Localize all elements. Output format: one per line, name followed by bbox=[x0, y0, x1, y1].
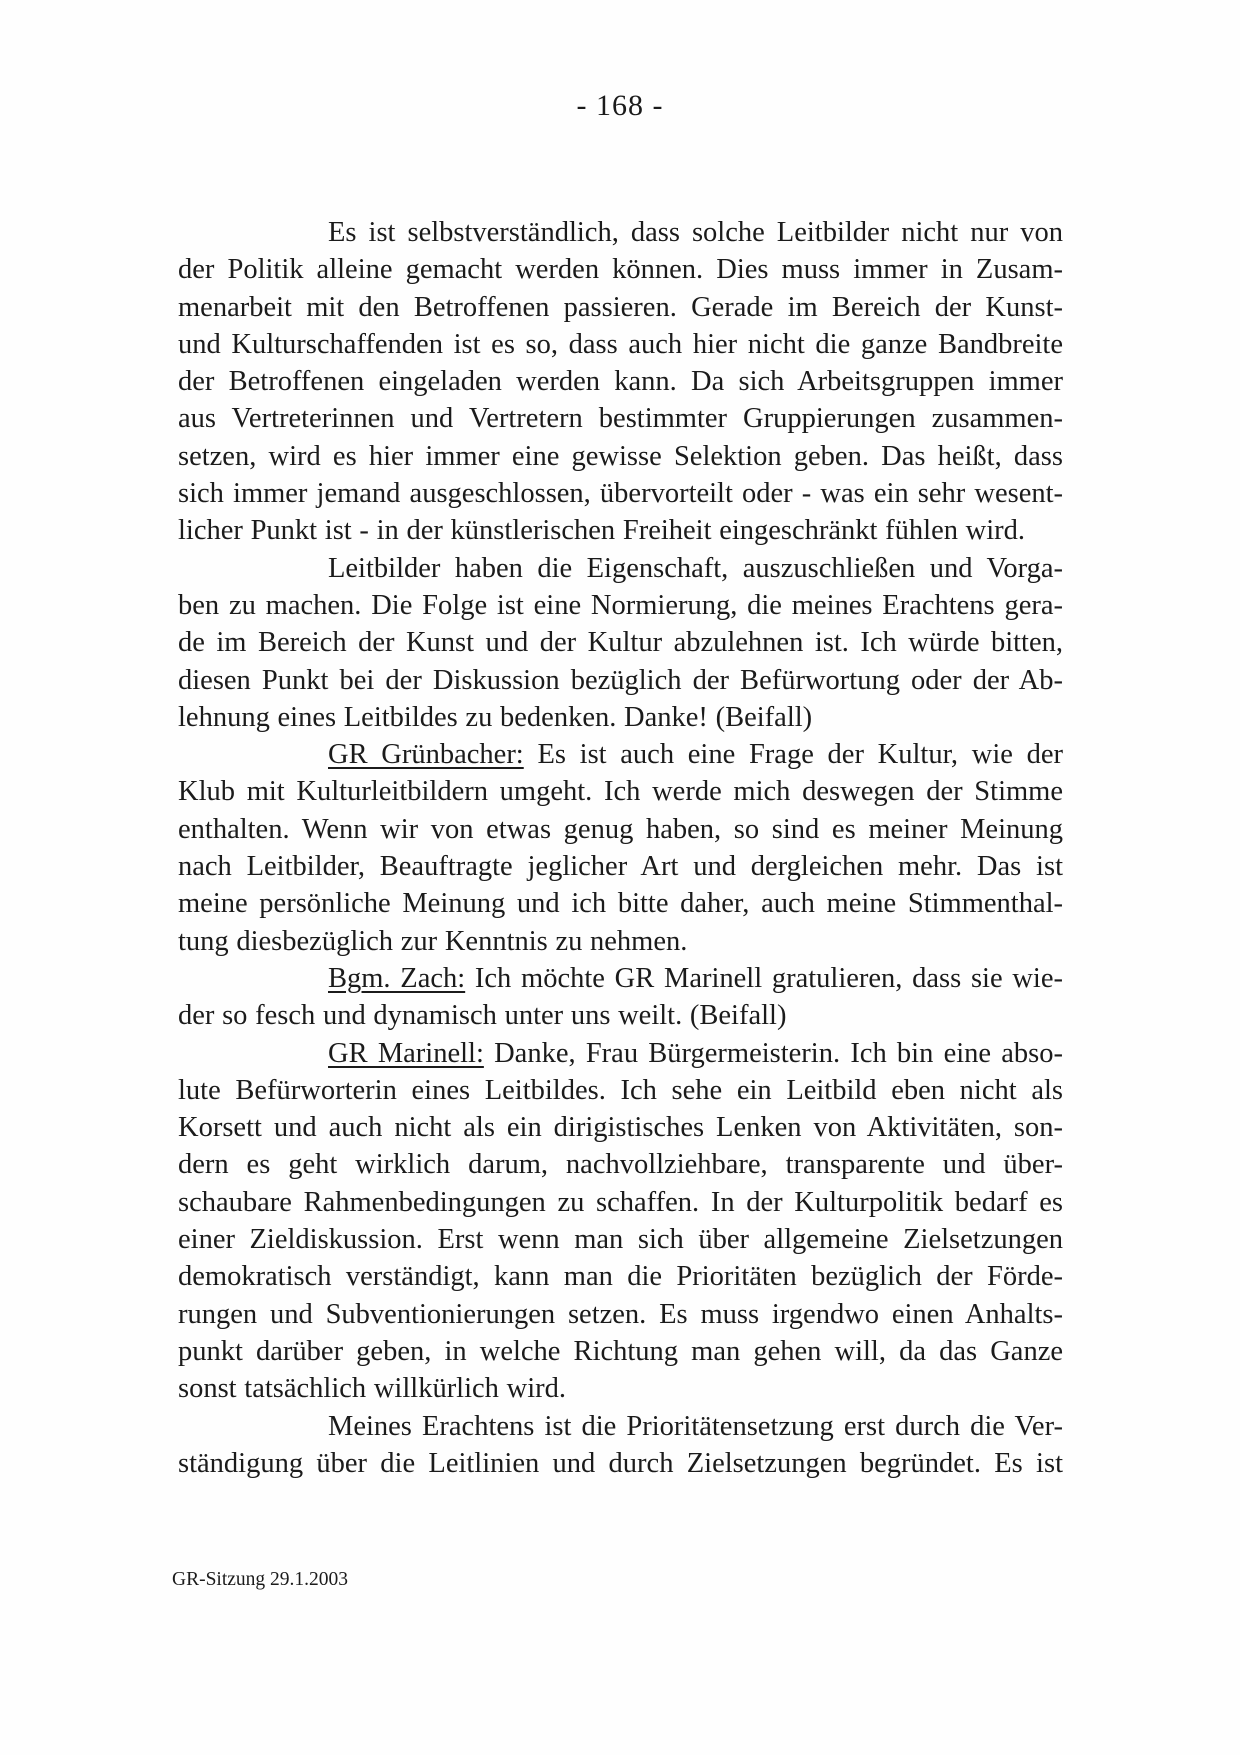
text-line: lute Befürworterin eines Leitbildes. Ich sehe ein Leitbild eben nicht als bbox=[178, 1074, 1063, 1106]
text-line: ben zu machen. Die Folge ist eine Normierung, die meines Erachtens gera- bbox=[178, 589, 1063, 621]
text-line: der Politik alleine gemacht werden können. Dies muss immer in Zusam- bbox=[178, 254, 1063, 286]
text-line: und Kulturschaffenden ist es so, dass auch hier nicht die ganze Bandbreite bbox=[178, 328, 1063, 360]
document-body bbox=[178, 214, 1063, 1482]
text-line: setzen, wird es hier immer eine gewisse Selektion geben. Das heißt, dass bbox=[178, 440, 1063, 472]
text-line: menarbeit mit den Betroffenen passieren. Gerade im Bereich der Kunst- bbox=[178, 291, 1063, 323]
text-line: nach Leitbilder, Beauftragte jeglicher Art und dergleichen mehr. Das ist bbox=[178, 851, 1063, 883]
text-line: GR Grünbacher: Es ist auch eine Frage der Kultur, wie der bbox=[328, 739, 1063, 771]
text-line: Meines Erachtens ist die Prioritätensetzung erst durch die Ver- bbox=[328, 1410, 1063, 1442]
text-line: enthalten. Wenn wir von etwas genug haben, so sind es meiner Meinung bbox=[178, 813, 1063, 845]
text-line: der so fesch und dynamisch unter uns weilt. (Beifall) bbox=[178, 1000, 787, 1032]
page-number: - 168 - bbox=[576, 89, 664, 122]
text-line: der Betroffenen eingeladen werden kann. Da sich Arbeitsgruppen immer bbox=[178, 366, 1063, 398]
text-line: einer Zieldiskussion. Erst wenn man sich über allgemeine Zielsetzungen bbox=[178, 1224, 1063, 1256]
text-line: dern es geht wirklich darum, nachvollziehbare, transparente und über- bbox=[178, 1149, 1063, 1181]
text-line: de im Bereich der Kunst und der Kultur abzulehnen ist. Ich würde bitten, bbox=[178, 627, 1063, 659]
text-line: demokratisch verständigt, kann man die Prioritäten bezüglich der Förde- bbox=[178, 1261, 1063, 1293]
text-line: Es ist selbstverständlich, dass solche Leitbilder nicht nur von bbox=[328, 217, 1063, 248]
text-line: GR Marinell: Danke, Frau Bürgermeisterin. Ich bin eine abso- bbox=[328, 1037, 1063, 1069]
text-line: licher Punkt ist - in der künstlerischen Freiheit eingeschränkt fühlen wird. bbox=[178, 515, 1026, 547]
text-line: rungen und Subventionierungen setzen. Es muss irgendwo einen Anhalts- bbox=[178, 1298, 1063, 1330]
speaker-name: GR Grünbacher: bbox=[328, 739, 524, 771]
text-line: sonst tatsächlich willkürlich wird. bbox=[178, 1373, 566, 1405]
text-line: diesen Punkt bei der Diskussion bezüglich der Befürwortung oder der Ab- bbox=[178, 664, 1063, 696]
text-line: meine persönliche Meinung und ich bitte daher, auch meine Stimmenthal- bbox=[178, 888, 1063, 920]
text-line: Korsett und auch nicht als ein dirigistisches Lenken von Aktivitäten, son- bbox=[178, 1112, 1063, 1144]
page-footer: GR-Sitzung 29.1.2003 bbox=[172, 1569, 349, 1590]
text-line: punkt darüber geben, in welche Richtung man gehen will, da das Ganze bbox=[178, 1335, 1063, 1367]
text-line: schaubare Rahmenbedingungen zu schaffen. In der Kulturpolitik bedarf es bbox=[178, 1186, 1063, 1218]
text-line: Klub mit Kulturleitbildern umgeht. Ich werde mich deswegen der Stimme bbox=[178, 776, 1063, 808]
text-line: sich immer jemand ausgeschlossen, übervorteilt oder - was ein sehr wesent- bbox=[178, 478, 1063, 510]
text-line: Leitbilder haben die Eigenschaft, auszuschließen und Vorga- bbox=[328, 552, 1063, 584]
text-line: lehnung eines Leitbildes zu bedenken. Danke! (Beifall) bbox=[178, 701, 813, 733]
speaker-name: GR Marinell: bbox=[328, 1037, 484, 1069]
text-line: aus Vertreterinnen und Vertretern bestimmter Gruppierungen zusammen- bbox=[178, 403, 1063, 435]
text-line: ständigung über die Leitlinien und durch Zielsetzungen begründet. Es ist bbox=[178, 1447, 1063, 1479]
speaker-name: Bgm. Zach: bbox=[328, 962, 466, 994]
text-line: Bgm. Zach: Ich möchte GR Marinell gratulieren, dass sie wie- bbox=[328, 962, 1063, 994]
text-line: tung diesbezüglich zur Kenntnis zu nehmen. bbox=[178, 925, 688, 957]
